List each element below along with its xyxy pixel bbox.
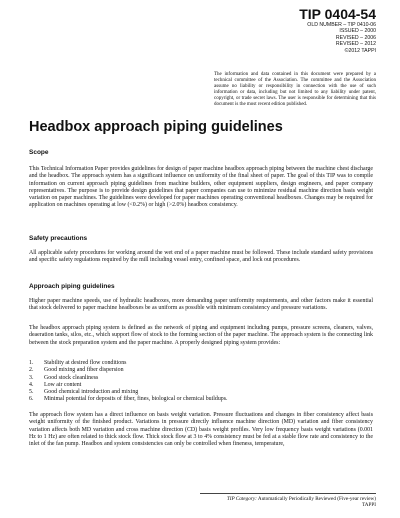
safety-paragraph: All applicable safety procedures for working around the wet end of a paper machine must be followed. These include standard safety provisions and specific safety regulations required by the mill including vessel entry, confined space, and lock out procedures. — [29, 250, 373, 264]
tip-meta-line: ©2012 TAPPI — [344, 47, 376, 54]
design-provisions-list — [29, 360, 373, 404]
tip-category — [227, 496, 376, 502]
tip-category-value: Automatically Periodically Reviewed (Five-year review) — [257, 496, 376, 502]
footer-org: TAPPI — [362, 502, 376, 509]
list-item — [29, 396, 373, 403]
tip-meta-line: OLD NUMBER – TIP 0410-06 — [307, 22, 376, 28]
scope-paragraph: This Technical Information Paper provides guidelines for design of paper machine headbox approach piping between the machine chest discharge and the headbox. The approach system has a significant influence on uniformity of the final sheet of paper. The goal of this TIP was to compile information on current approach piping guidelines from machine builders, other equipment suppliers, design engineers, and paper company representatives. The purpose is to provide design guidelines that paper companies can use to minimize residual machine direction basis weight variation on paper machines. The guidelines were developed for paper machines operating conventional headboxes. Changes may be required for application on machines operating at low (<0.2%) or high (>2.0%) headbox consistency. — [29, 166, 373, 209]
list-item-text: Minimal potential for deposits of fiber, fines, biological or chemical buildups. — [44, 396, 228, 403]
list-item-text: Good chemical introduction and mixing — [44, 389, 139, 396]
tip-meta-line: REVISED – 2006 — [335, 34, 376, 41]
tip-meta-line: ISSUED – 2000 — [339, 28, 376, 35]
list-item-text: Good mixing and fiber dispersion — [44, 367, 124, 374]
list-item — [29, 375, 373, 382]
approach-paragraph-2: The headbox approach piping system is defined as the network of piping and equipment including pumps, pressure screens, cleaners, valves, deaeration tanks, silos, etc., which support flow of stock to the forming section of the paper machine. The approach system is the connecting link between the stock preparation system and the paper machine. A properly designed piping system provides: — [29, 325, 373, 346]
list-item-number: 5. — [29, 389, 34, 396]
list-item-text: Low air content — [44, 381, 82, 388]
tip-header — [299, 6, 376, 54]
list-item — [29, 382, 373, 389]
approach-paragraph-1: Higher paper machine speeds, use of hydraulic headboxes, more demanding paper uniformity requirements, and other factors make it essential that stock delivered to paper machine headboxes be as uniform as possible with minimum consistency and pressure variations. — [29, 298, 373, 312]
approach-paragraph-3: The approach flow system has a direct influence on basis weight variation. Pressure fluctuations and changes in fiber consistency affect basis weight uniformity of the finished product. Variations in pressure directly influence machine direction (MD) variation and fiber consistency variation affects both MD variation and cross machine direction (CD) basis weight profiles. Very low frequency basis weight variations (0.001 Hz to 1 Hz) are often related to thick stock flow. Thick stock flow at 3 to 4% consistency must be fed at a stable flow rate and consistency to the inlet of the fan pump. Headbox and system consistencies can only be controlled when fineness, temperature, — [29, 412, 373, 448]
approach-heading: Approach piping guidelines — [29, 283, 115, 290]
list-item-number: 2. — [29, 367, 34, 374]
list-item-text: Good stock cleanliness — [44, 374, 99, 381]
tip-category-label: TIP Category: — [226, 496, 257, 502]
tip-number: TIP 0404-54 — [299, 6, 376, 22]
list-item-text: Stability at desired flow conditions — [44, 360, 127, 366]
scope-heading: Scope — [29, 149, 49, 156]
document-title: Headbox approach piping guidelines — [29, 119, 283, 135]
list-item-number: 6. — [29, 396, 34, 403]
safety-heading: Safety precautions — [29, 235, 88, 242]
tip-meta-line: REVISED – 2012 — [335, 41, 376, 48]
list-item-number: 3. — [29, 374, 34, 381]
footer-divider — [200, 493, 376, 494]
list-item — [29, 367, 373, 374]
list-item-number: 1. — [29, 360, 34, 366]
disclaimer-text: The information and data contained in this document were prepared by a technical committee of the Association. The committee and the Association assume no liability or responsibility in connection with the use of such information or data, including but not limited to any liability under patent, copyright, or trade secret laws. The user is responsible for determining that this document is the most recent edition published. — [214, 72, 376, 108]
footer — [227, 496, 376, 509]
list-item-number: 4. — [29, 381, 34, 388]
